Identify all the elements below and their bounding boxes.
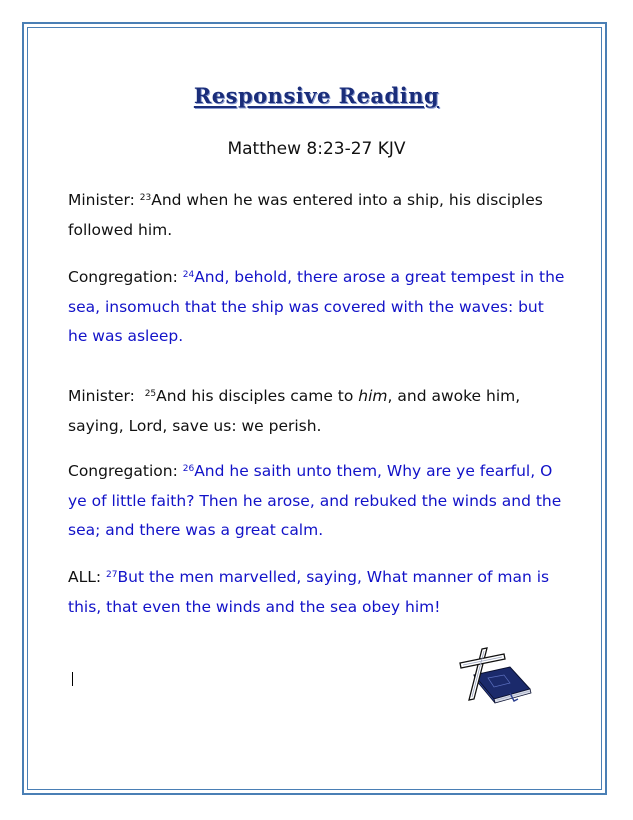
reading-text-emphasis: him [358,387,388,405]
reading-role: Minister: [68,387,135,405]
bible-icon [474,667,531,703]
reading-text: And when he was entered into a ship, his disciples followed him. [68,191,543,239]
reading-role: Congregation: [68,268,178,286]
reading-text-before: And his disciples came to [156,387,359,405]
text-cursor [72,672,73,686]
scripture-reference: Matthew 8:23-27 KJV [227,139,406,159]
verse-number: 23 [139,193,152,203]
verse-number: 25 [144,389,157,399]
page-title-text: Responsive Reading [193,83,440,108]
reading-minister-2 [68,382,568,441]
page-title [0,83,633,108]
verse-number: 27 [106,570,118,580]
reading-text-after: , and awoke him, saying, Lord, save us: we perish. [68,387,521,435]
reading-minister-1 [68,186,568,245]
cross-and-bible-icon [452,645,536,707]
reading-congregation-1 [68,263,568,352]
reading-all [68,563,568,622]
reading-role: ALL: [68,568,102,586]
reading-role: Congregation: [68,462,178,480]
verse-number: 26 [182,464,195,474]
reading-text: And, behold, there arose a great tempest in the sea, insomuch that the ship was covered with the waves: but he was asleep. [68,268,565,345]
reading-role: Minister: [68,191,135,209]
reading-text: And he saith unto them, Why are ye fearful, O ye of little faith? Then he arose, and rebuked the winds and the sea; and there was a great calm. [68,462,562,539]
reading-text: But the men marvelled, saying, What manner of man is this, that even the winds and the sea obey him! [68,568,550,616]
verse-number: 24 [182,270,195,280]
reading-congregation-2 [68,457,568,546]
